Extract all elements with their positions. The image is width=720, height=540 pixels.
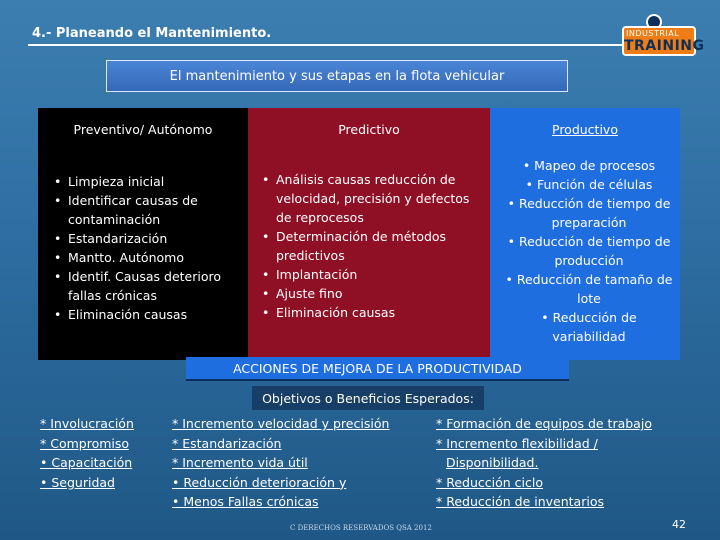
acciones-banner: ACCIONES DE MEJORA DE LA PRODUCTIVIDAD [186,357,569,381]
benefit-item: • Reducción deterioración y [172,474,347,490]
column-list [504,156,674,346]
logo-top-text: INDUSTRIAL [626,29,680,38]
list-item: • Análisis causas reducción de velocidad, precisión y defectos de reprocesos [262,170,482,227]
benefit-item: * Incremento velocidad y precisión [172,416,390,431]
benefits-column-2 [172,414,389,512]
benefit-item: • Capacitación [40,455,133,470]
objetivos-label: Objetivos o Beneficios Esperados: [252,386,484,410]
list-item: • Reducción de tiempo de producción [507,234,671,268]
column-heading: Preventivo/ Autónomo [73,122,213,137]
column-predictivo [248,108,490,360]
benefit-item: * Formación de equipos de trabajo [436,416,652,431]
industrial-training-logo [620,14,705,58]
column-heading: Productivo [552,122,618,137]
copyright-footer: C DERECHOS RESERVADOS QSA 2012 [290,524,432,532]
page-number: 42 [672,518,686,531]
title-divider [28,44,623,46]
logo-main-text: TRAINING [624,38,705,54]
column-productivo [490,108,680,360]
benefit-item: • Menos Fallas crónicas [172,494,319,509]
list-item: • Reducción de tiempo de preparación [507,196,671,230]
list-item: • Estandarización [54,229,244,248]
benefit-item: * Incremento vida útil [172,455,308,470]
benefit-item: * Estandarización [172,435,282,451]
column-list [54,172,244,324]
list-item: • Función de células [525,177,653,192]
list-item: • Eliminación causas [54,305,244,324]
benefit-item: * Compromiso [40,435,130,451]
benefit-item: * Reducción ciclo [436,474,543,490]
benefits-column-1 [40,414,134,492]
benefit-item: * Involucración [40,416,134,431]
benefit-item: • Seguridad [40,474,115,490]
column-list [262,170,482,322]
column-preventivo [38,108,248,360]
list-item: • Limpieza inicial [54,172,244,191]
list-item: • Reducción de tamaño de lote [505,272,673,306]
benefits-column-3 [436,414,652,512]
benefit-item: * Reducción de inventarios [436,494,604,509]
list-item: • Identif. Causas deterioro fallas crónicas [54,267,244,305]
benefit-item: * Incremento flexibilidad / [436,435,598,451]
list-item: • Ajuste fino [262,284,482,303]
column-heading: Predictivo [338,122,400,137]
list-item: • Determinación de métodos predictivos [262,227,482,265]
benefit-item: Disponibilidad. [446,455,539,470]
list-item: • Mapeo de procesos [522,158,656,173]
list-item: • Identificar causas de contaminación [54,191,244,229]
list-item: • Mantto. Autónomo [54,248,244,267]
list-item: • Implantación [262,265,482,284]
section-banner: El mantenimiento y sus etapas en la flota vehicular [106,60,568,92]
list-item: • Reducción de variabilidad [541,310,637,344]
page-title: 4.- Planeando el Mantenimiento. [32,26,272,41]
list-item: • Eliminación causas [262,303,482,322]
